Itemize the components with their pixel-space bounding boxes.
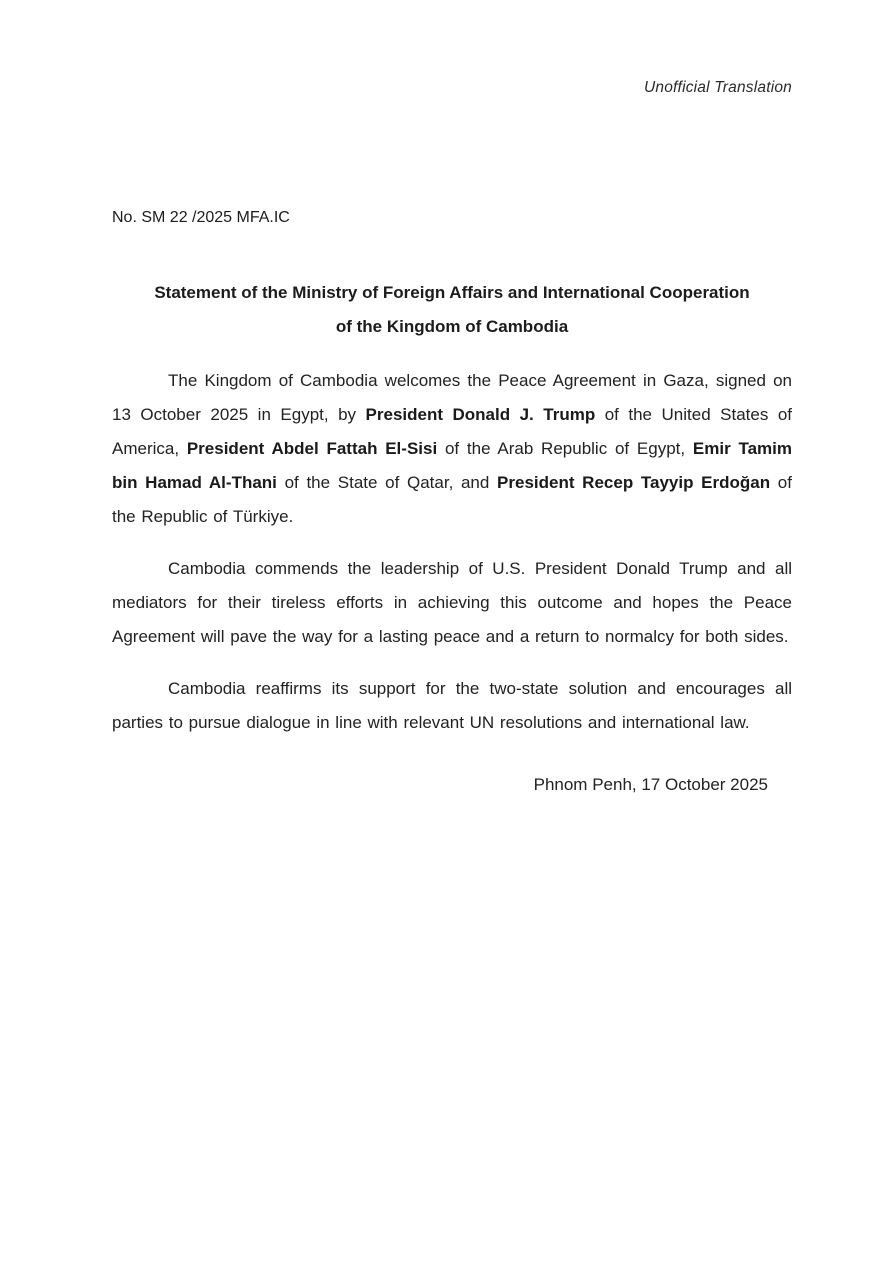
statement-paragraph-2: Cambodia commends the leadership of U.S. President Donald Trump and all mediators for their tireless efforts in achieving this outcome and hopes the Peace Agreement will pave the way for a lasting peace and a return to normalcy for both sides. bbox=[112, 559, 792, 646]
document-title-line2: of the Kingdom of Cambodia bbox=[335, 317, 569, 336]
reference-number: No. SM 22 /2025 MFA.IC bbox=[112, 209, 290, 226]
unofficial-translation-note: Unofficial Translation bbox=[644, 79, 792, 96]
document-title-line1: Statement of the Ministry of Foreign Affairs and International Cooperation bbox=[154, 283, 750, 302]
document-title bbox=[112, 276, 792, 344]
statement-paragraph-1: The Kingdom of Cambodia welcomes the Peace Agreement in Gaza, signed on 13 October 2025 in Egypt, by President Donald J. Trump of the United States of America, President Abdel Fattah El-Sisi of the Arab Republic of Egypt, Emir Tamim bin Hamad Al-Thani of the State of Qatar, and President Recep Tayyip Erdoğan of the Republic of Türkiye. bbox=[112, 371, 792, 526]
statement-page bbox=[0, 78, 896, 1280]
statement-body bbox=[112, 364, 792, 740]
place-date-line: Phnom Penh, 17 October 2025 bbox=[533, 775, 768, 794]
statement-paragraph-3: Cambodia reaffirms its support for the two-state solution and encourages all parties to pursue dialogue in line with relevant UN resolutions and international law. bbox=[112, 679, 792, 732]
